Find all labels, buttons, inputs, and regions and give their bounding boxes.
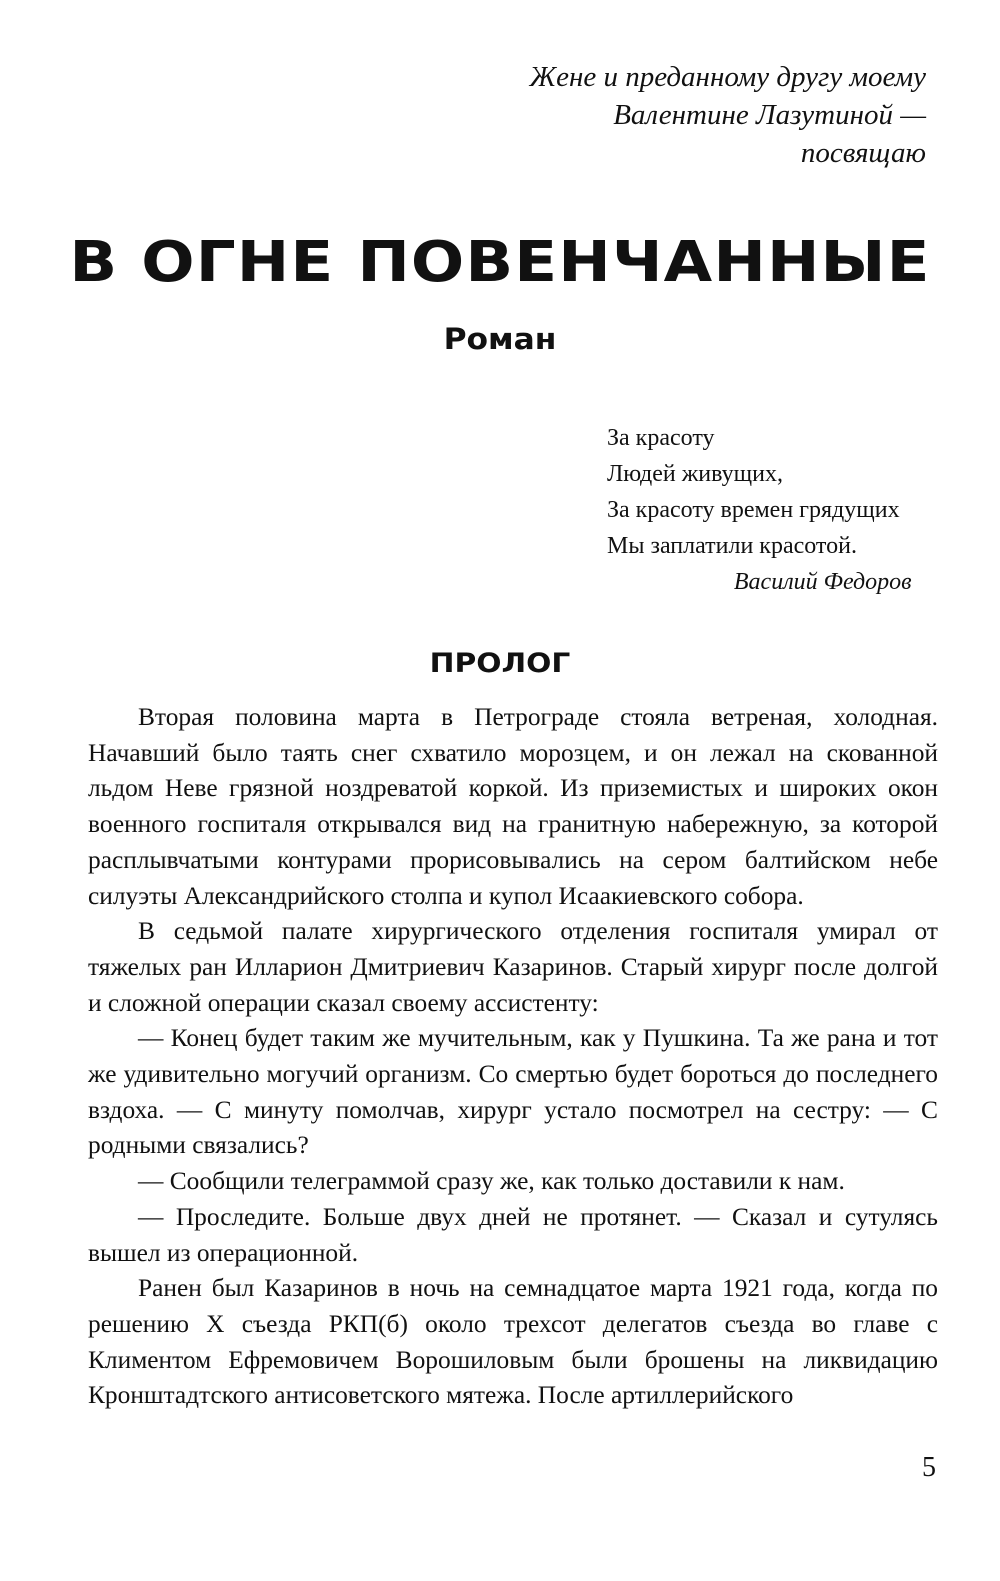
epigraph-line: Людей живущих, (607, 461, 783, 487)
dedication-line: Валентине Лазутиной — (613, 99, 926, 131)
section-heading: ПРОЛОГ (429, 648, 571, 679)
paragraph: — Сообщили телеграммой сразу же, как только доставили к нам. (138, 1167, 845, 1196)
dedication (530, 58, 926, 172)
epigraph-author: Василий Федоров (733, 569, 912, 595)
epigraph-line: За красоту времен грядущих (607, 497, 900, 523)
epigraph-line: За красоту (607, 425, 715, 451)
book-title: В ОГНЕ ПОВЕНЧАННЫЕ (69, 230, 931, 295)
dedication-line: Жене и преданному другу моему (529, 61, 926, 93)
page-number: 5 (922, 1452, 936, 1483)
dedication-line: посвящаю (800, 137, 926, 169)
book-subtitle: Роман (443, 322, 557, 356)
body-text (88, 700, 938, 1414)
paragraph: — Конец будет таким же мучительным, как у Пушкина. Та же рана и тот же удивительно могучий организм. Со смертью будет бороться до последнего вздоха. — С минуту помолчав, хирург устало посмотрел на сестру: — С родными связались? (88, 1024, 938, 1160)
paragraph: Ранен был Казаринов в ночь на семнадцатое марта 1921 года, когда по решению X съезда РКП(б) около трехсот делегатов съезда во главе с Климентом Ефремовичем Ворошиловым были брошены на ликвидацию Кронштадтского антисоветского мятежа. После артиллерийского (88, 1274, 938, 1410)
paragraph: — Проследите. Больше двух дней не протянет. — Сказал и сутулясь вышел из операционной. (88, 1202, 938, 1267)
paragraph: В седьмой палате хирургического отделения госпиталя умирал от тяжелых ран Илларион Дмитриевич Казаринов. Старый хирург после долгой и сложной операции сказал своему ассистенту: (88, 917, 938, 1017)
paragraph: Вторая половина марта в Петрограде стояла ветреная, холодная. Начавший было таять снег схватило морозцем, и он лежал на скованной льдом Неве грязной ноздреватой коркой. Из приземистых и широких окон военного госпиталя открывался вид на гранитную набережную, за которой расплывчатыми контурами прорисовывались на сером балтийском небе силуэты Александрийского столпа и купол Исаакиевского собора. (88, 703, 938, 910)
epigraph (607, 420, 912, 600)
epigraph-line: Мы заплатили красотой. (607, 533, 857, 559)
